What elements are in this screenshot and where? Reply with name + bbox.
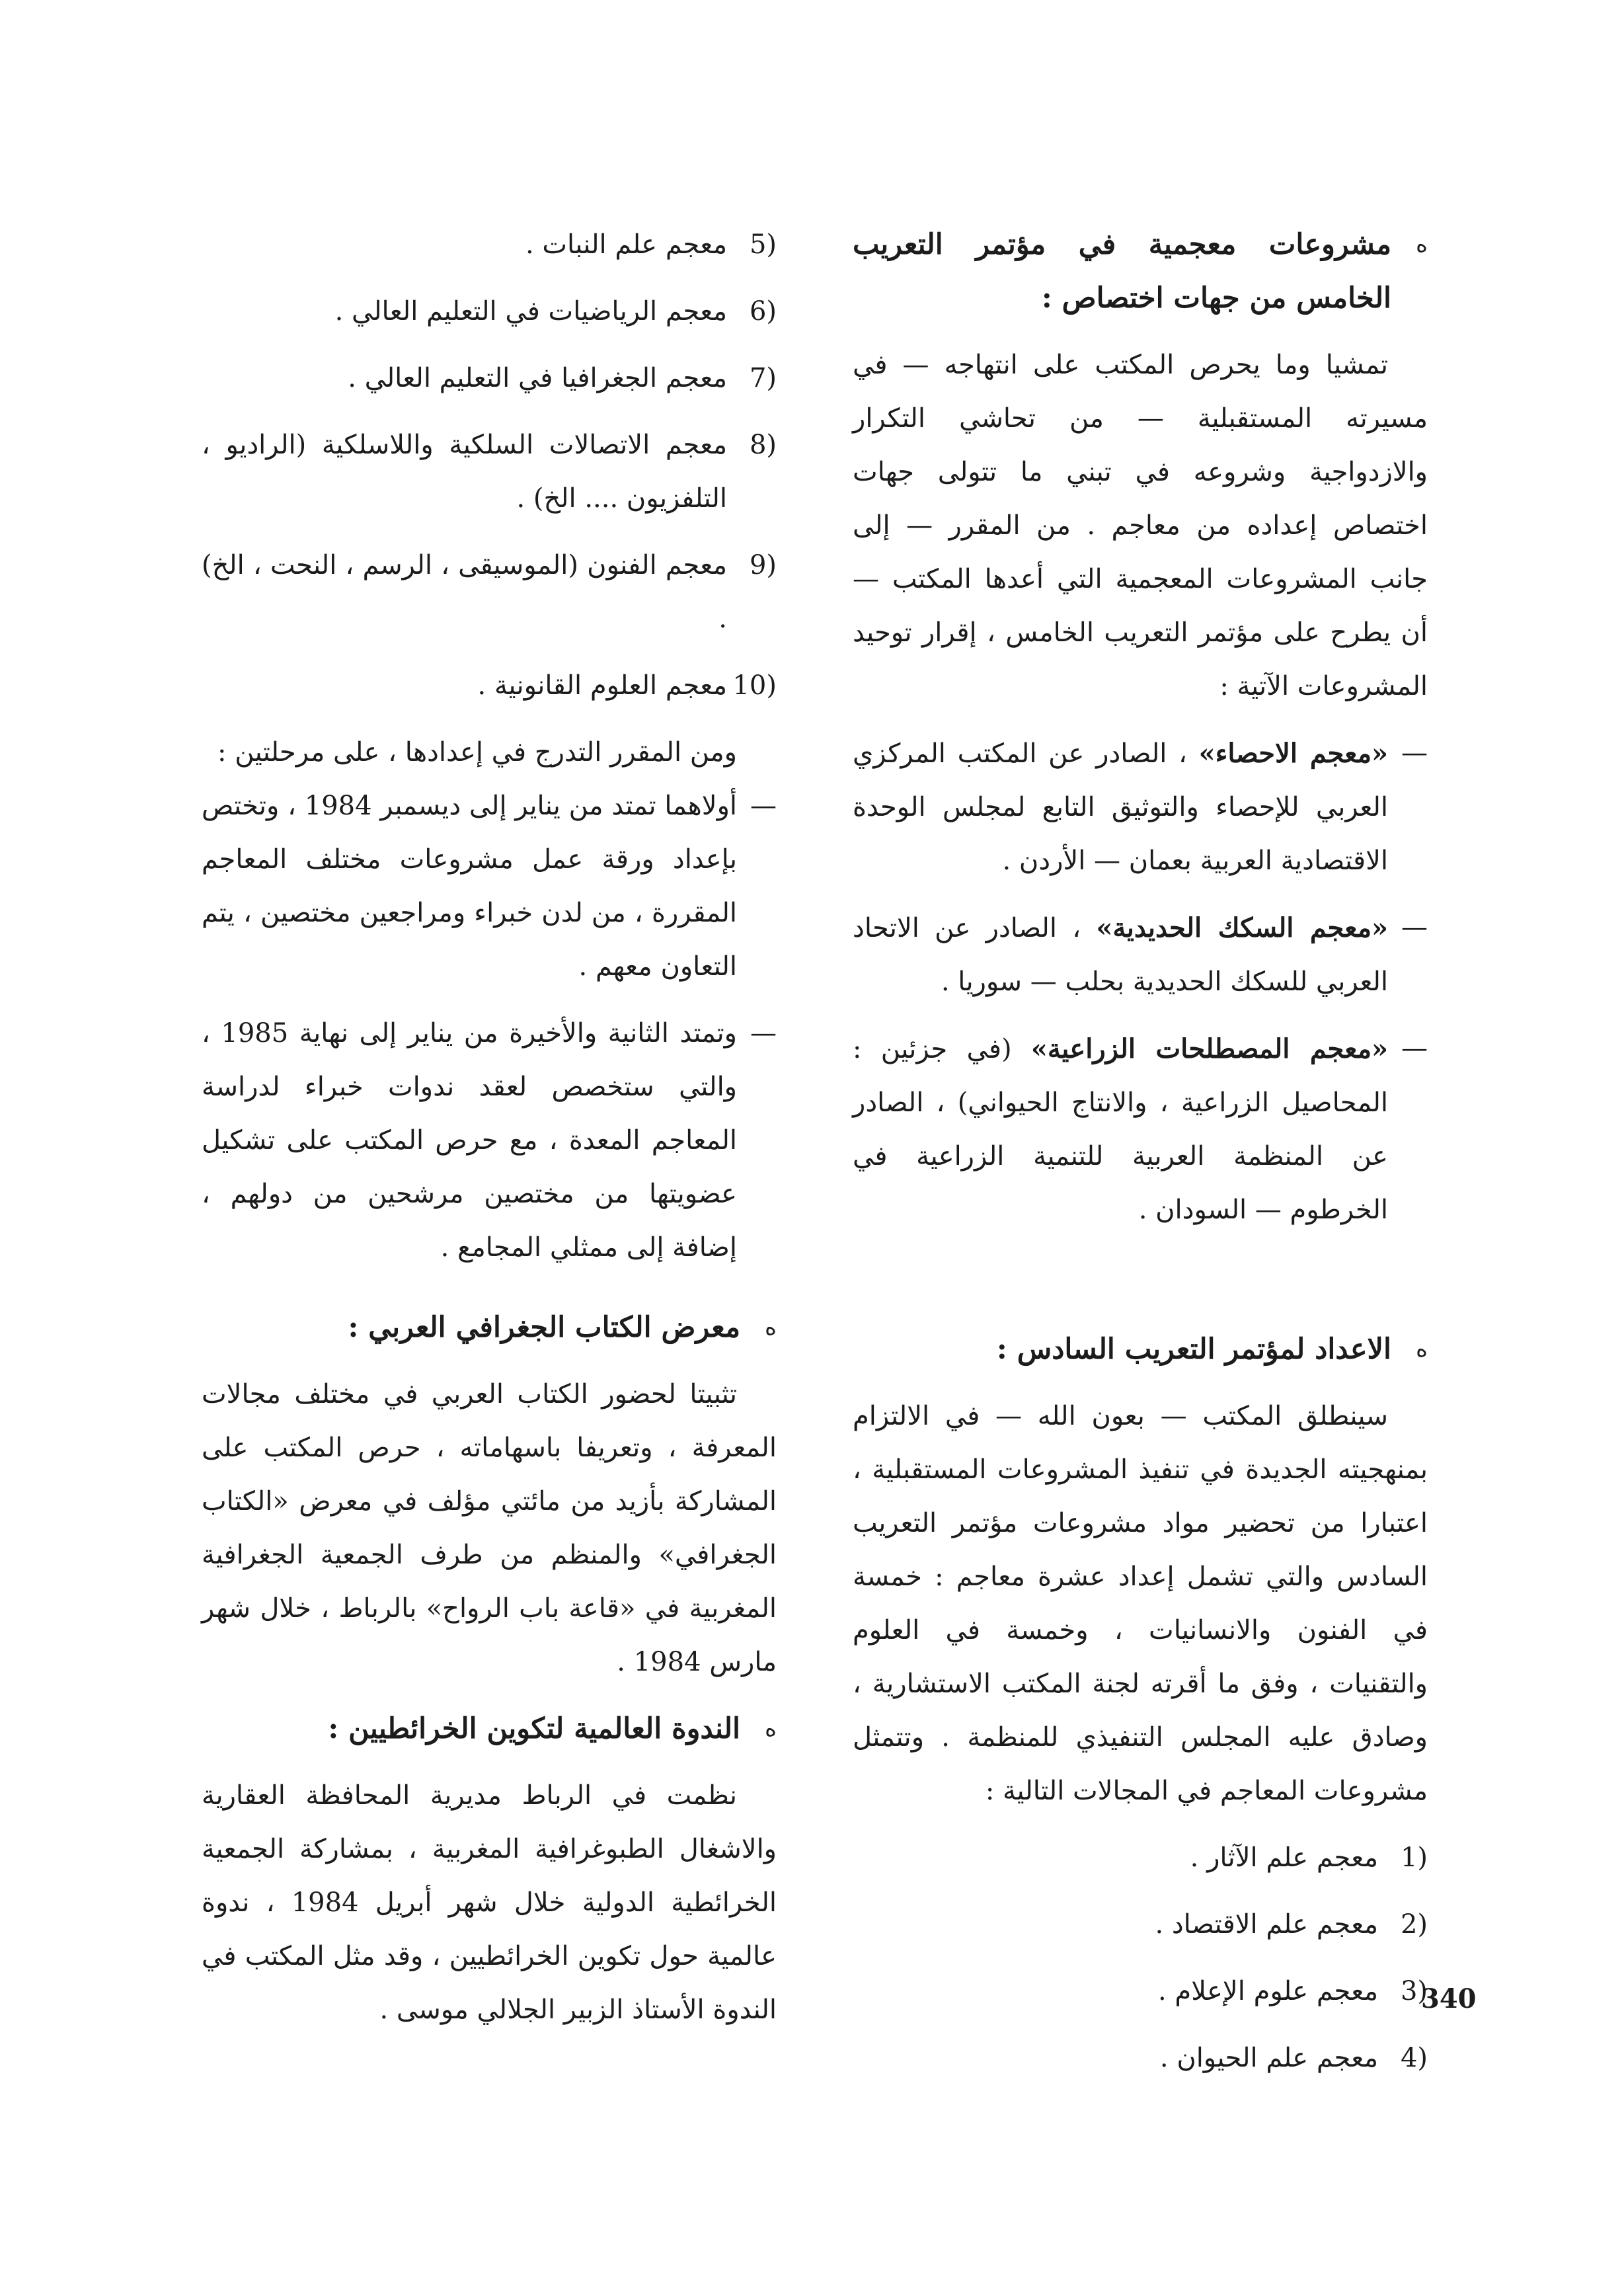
list-item: 1) معجم علم الآثار . [1190, 1842, 1428, 1873]
item-title: «معجم الاحصاء» [1198, 738, 1388, 769]
section-heading-cartographers-symposium: ە الندوة العالمية لتكوين الخرائطيين : [202, 1702, 777, 1756]
list-item: — «معجم المصطلحات الزراعية» (في جزئين : المحاصيل الزراعية ، والانتاج الحيواني) ، الصادر عن المنظمة العربية للتنمية الزراعية في الخرطوم — السودان . [853, 1033, 1428, 1225]
list-item: 10) معجم العلوم القانونية . [477, 670, 777, 701]
list-item: — «معجم الاحصاء» ، الصادر عن المكتب المركزي العربي للإحصاء والتوثيق التابع لمجلس الوحدة الاقتصادية العربية بعمان — الأردن . [853, 738, 1428, 876]
section-heading-lexical-projects: ە مشروعات معجمية في مؤتمر التعريب الخامس من جهات اختصاص : [853, 218, 1428, 325]
section-paragraph: سينطلق المكتب — بعون الله — في الالتزام بمنهجيته الجديدة في تنفيذ المشروعات المستقبلية ، اعتبارا من تحضير مواد مشروعات مؤتمر التعريب السادس والتي تشمل إعداد عشرة معاجم : خمسة في الفنون والانسانيات ، وخمسة في العلوم والتقنيات ، وفق ما أقرته لجنة المكتب الاستشارية ، وصادق عليه المجلس التنفيذي للمنظمة . وتتمثل مشروعات المعاجم في المجالات التالية : [853, 1401, 1428, 1806]
list-item: 6) معجم الرياضيات في التعليم العالي . [334, 296, 777, 327]
section-heading-sixth-conference: ە الاعداد لمؤتمر التعريب السادس : [853, 1323, 1428, 1376]
list-item: 7) معجم الجغرافيا في التعليم العالي . [348, 363, 777, 393]
list-item: 9) معجم الفنون (الموسيقى ، الرسم ، النحت ، الخ) . [202, 550, 777, 634]
bullet-icon: ە [1416, 231, 1428, 258]
list-item: 5) معجم علم النبات . [525, 229, 777, 260]
list-item: — وتمتد الثانية والأخيرة من يناير إلى نهاية 1985 ، والتي ستخصص لعقد ندوات خبراء لدراسة المعاجم المعدة ، مع حرص المكتب على تشكيل عضويتها من مختصين مرشحين من دولهم ، إضافة إلى ممثلي المجامع . [202, 1018, 777, 1263]
item-title: «معجم المصطلحات الزراعية» [1030, 1033, 1389, 1064]
list-item: — «معجم السكك الحديدية» ، الصادر عن الاتحاد العربي للسكك الحديدية بحلب — سوريا . [853, 912, 1428, 997]
right-column [853, 218, 1428, 2085]
list-item: 3) معجم علوم الإعلام . [1158, 1976, 1428, 2006]
section-heading-book-fair: ە معرض الكتاب الجغرافي العربي : [202, 1301, 777, 1355]
list-item: 4) معجم علم الحيوان . [1159, 2043, 1428, 2073]
list-item: — أولاهما تمتد من يناير إلى ديسمبر 1984 ، وتختص بإعداد ورقة عمل مشروعات مختلف المعاجم المقررة ، من لدن خبراء ومراجعين مختصين ، يتم التعاون معهم . [202, 791, 777, 982]
section-paragraph: تثبيتا لحضور الكتاب العربي في مختلف مجالات المعرفة ، وتعريفا باسهاماته ، حرص المكتب على المشاركة بأزيد من مائتي مؤلف في معرض «الكتاب الجغرافي» والمنظم من طرف الجمعية الجغرافية المغربية في «قاعة باب الرواح» بالرباط ، خلال شهر مارس 1984 . [202, 1379, 777, 1677]
item-title: «معجم السكك الحديدية» [1096, 912, 1388, 943]
list-item: 8) معجم الاتصالات السلكية واللاسلكية (الراديو ، التلفزيون .... الخ) . [202, 430, 777, 514]
left-column [202, 218, 777, 2037]
section-intro-paragraph: تمشيا وما يحرص المكتب على انتهاجه — في مسيرته المستقبلية — من تحاشي التكرار والازدواجية وشروعه في تبني ما تتولى جهات اختصاص إعداده من معاجم . من المقرر — إلى جانب المشروعات المعجمية التي أعدها المكتب — أن يطرح على مؤتمر التعريب الخامس ، إقرار توحيد المشروعات الآتية : [853, 350, 1428, 701]
stages-intro: ومن المقرر التدرج في إعدادها ، على مرحلتين : [217, 737, 737, 768]
page-number: 340 [1421, 1983, 1477, 2014]
section-paragraph: نظمت في الرباط مديرية المحافظة العقارية والاشغال الطبوغرافية المغربية ، بمشاركة الجمعية الخرائطية الدولية خلال شهر أبريل 1984 ، ندوة عالمية حول تكوين الخرائطيين ، وقد مثل المكتب في الندوة الأستاذ الزبير الجلالي موسى . [202, 1780, 777, 2025]
bullet-icon: ە [765, 1716, 777, 1742]
bullet-icon: ە [765, 1314, 777, 1341]
bullet-icon: ە [1416, 1336, 1428, 1363]
list-item: 2) معجم علم الاقتصاد . [1155, 1909, 1428, 1940]
